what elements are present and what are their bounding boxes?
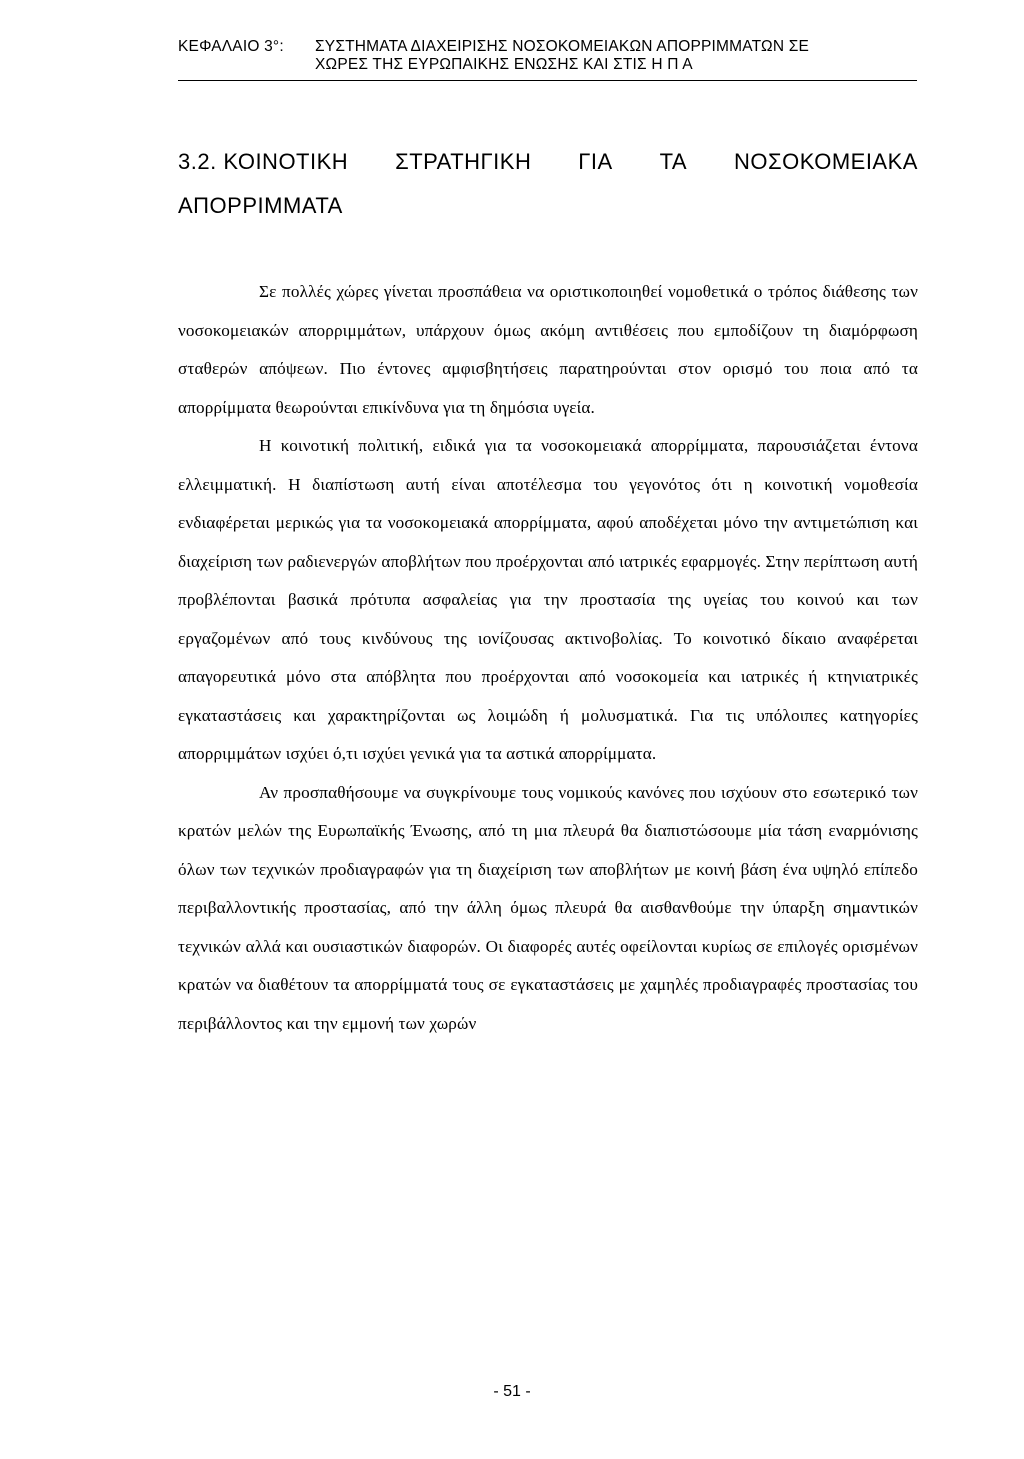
section-heading-word-2: ΣΤΡΑΤΗΓΙΚΗ (395, 149, 532, 174)
section-heading-line-2: ΑΠΟΡΡΙΜΜΑΤΑ (178, 193, 343, 218)
section-heading-word-5: ΝΟΣΟΚΟΜΕΙΑΚΑ (734, 149, 918, 174)
running-header (178, 38, 923, 74)
section-number: 3.2. (178, 149, 217, 174)
header-divider (178, 80, 917, 81)
body-text (178, 273, 918, 1043)
section-heading-number-and-word (178, 140, 348, 184)
paragraph-1: Σε πολλές χώρες γίνεται προσπάθεια να οριστικοποιηθεί νομοθετικά ο τρόπος διάθεσης των νοσοκομειακών απορριμμάτων, υπάρχουν όμως ακόμη αντιθέσεις που εμποδίζουν τη διαμόρφωση σταθερών απόψεων. Πιο έντονες αμφισβητήσεις παρατηρούνται στον ορισμό του ποια από τα απορρίμματα θεωρούνται επικίνδυνα για τη δημόσια υγεία. (178, 282, 918, 417)
section-heading-word-3: ΓΙΑ (578, 149, 613, 174)
page-number: - 51 - (493, 1383, 531, 1400)
chapter-label: ΚΕΦΑΛΑΙΟ 3°: (178, 38, 284, 55)
section-heading-line-1 (178, 140, 918, 184)
section-heading-word-4: ΤΑ (659, 149, 688, 174)
header-title-line-1: ΣΥΣΤΗΜΑΤΑ ΔΙΑΧΕΙΡΙΣΗΣ ΝΟΣΟΚΟΜΕΙΑΚΩΝ ΑΠΟΡΡΙΜΜΑΤΩΝ ΣΕ (315, 38, 810, 55)
paragraph-2: Η κοινοτική πολιτική, ειδικά για τα νοσοκομειακά απορρίμματα, παρουσιάζεται έντονα ελλειμματική. Η διαπίστωση αυτή είναι αποτέλεσμα του γεγονότος ότι η κοινοτική νομοθεσία ενδιαφέρεται μερικώς για τα νοσοκομειακά απορρίμματα, αφού αποδέχεται μόνο την αντιμετώπιση και διαχείριση των ραδιενεργών αποβλήτων που προέρχονται από ιατρικές εφαρμογές. Στην περίπτωση αυτή προβλέπονται βασικά πρότυπα ασφαλείας για την προστασία της υγείας του κοινού και των εργαζομένων από τους κινδύνους της ιονίζουσας ακτινοβολίας. Το κοινοτικό δίκαιο αναφέρεται απαγορευτικά μόνο στα απόβλητα που προέρχονται από νοσοκομεία και ιατρικές ή κτηνιατρικές εγκαταστάσεις και χαρακτηρίζονται ως λοιμώδη ή μολυσματικά. Για τις υπόλοιπες κατηγορίες απορριμμάτων ισχύει ό,τι ισχύει γενικά για τα αστικά απορρίμματα. (178, 436, 918, 763)
section-heading (178, 140, 918, 228)
section-heading-word-1: ΚΟΙΝΟΤΙΚΗ (223, 149, 349, 174)
header-title-line-2: ΧΩΡΕΣ ΤΗΣ ΕΥΡΩΠΑΙΚΗΣ ΕΝΩΣΗΣ ΚΑΙ ΣΤΙΣ Η Π Α (315, 56, 693, 73)
paragraph-3: Αν προσπαθήσουμε να συγκρίνουμε τους νομικούς κανόνες που ισχύουν στο εσωτερικό των κρατών μελών της Ευρωπαϊκής Ένωσης, από τη μια πλευρά θα διαπιστώσουμε μία τάση εναρμόνισης όλων των τεχνικών προδιαγραφών για τη διαχείριση των αποβλήτων με κοινή βάση ένα υψηλό επίπεδο περιβαλλοντικής προστασίας, από την άλλη όμως πλευρά θα αισθανθούμε την ύπαρξη σημαντικών τεχνικών αλλά και ουσιαστικών διαφορών. Οι διαφορές αυτές οφείλονται κυρίως σε επιλογές ορισμένων κρατών να διαθέτουν τα απορρίμματά τους σε εγκαταστάσεις με χαμηλές προδιαγραφές προστασίας του περιβάλλοντος και την εμμονή των χωρών (178, 782, 918, 1033)
running-header-line-1 (178, 38, 923, 56)
